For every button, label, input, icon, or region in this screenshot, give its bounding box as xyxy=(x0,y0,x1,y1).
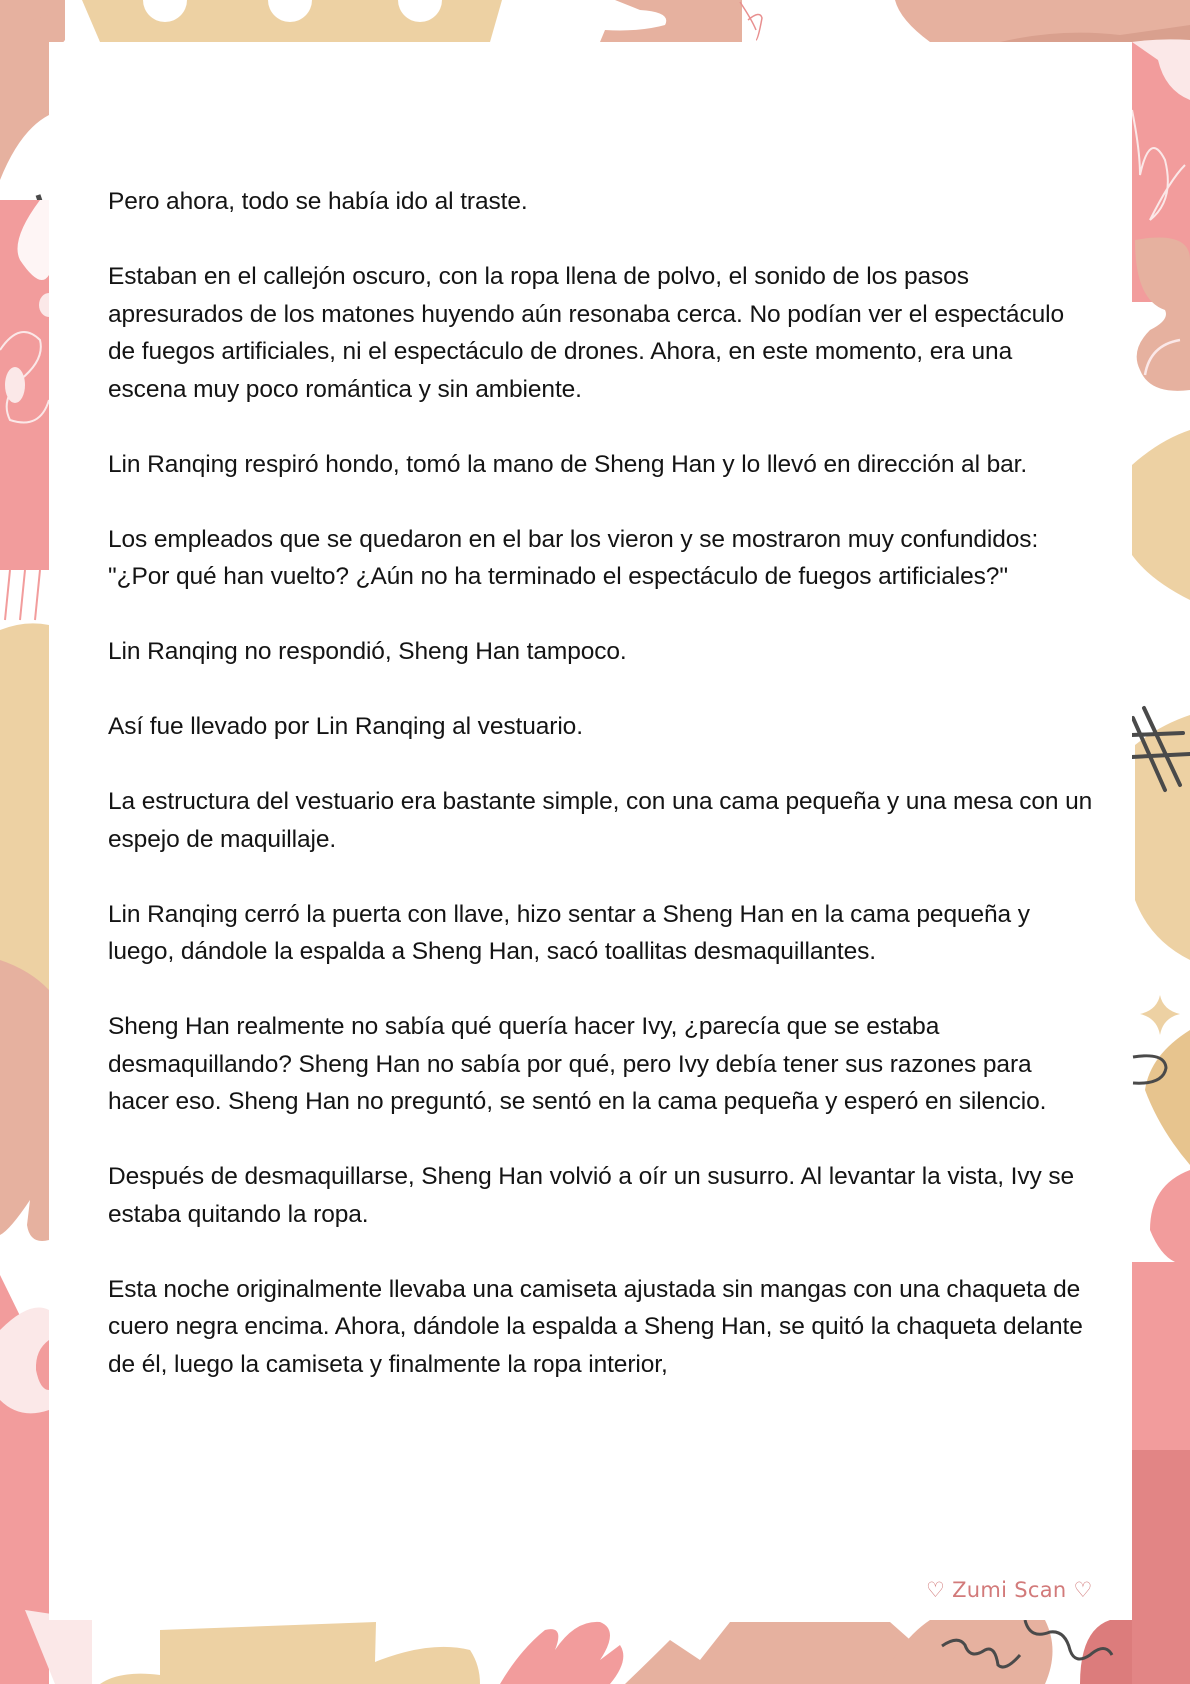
right-tan-shape-1 xyxy=(1132,430,1190,600)
left-salmon-leaf xyxy=(0,960,49,1241)
left-tan-block xyxy=(0,623,49,1000)
bottom-pink-squiggle xyxy=(500,1622,623,1684)
bottom-tan-shape xyxy=(100,1622,480,1684)
top-mid-salmon-shape xyxy=(600,0,742,42)
paragraph: La estructura del vestuario era bastante simple, con una cama pequeña y una mesa con un espejo de maquillaje. xyxy=(108,788,1093,853)
right-tan-drop xyxy=(1145,1030,1190,1165)
top-squiggle xyxy=(740,2,762,40)
paragraph: Después de desmaquillarse, Sheng Han volvió a oír un susurro. Al levantar la vista, Ivy se estaba quitando la ropa. xyxy=(108,1163,1075,1228)
paragraph: Lin Ranqing cerró la puerta con llave, hizo sentar a Sheng Han en la cama pequeña y luego, dándole la espalda a Sheng Han, sacó toallitas desmaquillantes. xyxy=(108,900,1030,965)
bottom-right-rose xyxy=(1080,1620,1132,1684)
paragraph: Los empleados que se quedaron en el bar los vieron y se mostraron muy confundidos: "¿Por qué han vuelto? ¿Aún no ha terminado el espectáculo de fuegos artificiales?" xyxy=(108,525,1039,590)
paragraph: Pero ahora, todo se había ido al traste. xyxy=(108,188,528,215)
paragraph: Sheng Han realmente no sabía qué quería hacer Ivy, ¿parecía que se estaba desmaquillando? Sheng Han no sabía por qué, pero Ivy debía tener sus razones para hacer eso. Sheng Han no preguntó, se sentó en la cama pequeña y esperó en silencio. xyxy=(108,1013,1047,1115)
bottom-right-salmon xyxy=(880,1620,1053,1684)
scanlation-watermark: ♡ Zumi Scan ♡ xyxy=(926,1578,1093,1602)
left-salmon-top xyxy=(0,15,49,180)
paragraph: Esta noche originalmente llevaba una camiseta ajustada sin mangas con una chaqueta de cuero negra encima. Ahora, dándole la espalda a Sheng Han, se quitó la chaqueta delante de él, luego la camiseta y finalmente la ropa interior, xyxy=(108,1275,1083,1378)
sparkle-icon xyxy=(1140,995,1180,1035)
chapter-text xyxy=(108,183,1093,1421)
paragraph: Lin Ranqing no respondió, Sheng Han tampoco. xyxy=(108,638,627,665)
paragraph: Lin Ranqing respiró hondo, tomó la mano de Sheng Han y lo llevó en dirección al bar. xyxy=(108,450,1028,478)
right-salmon-blob xyxy=(1135,238,1190,391)
paragraph: Así fue llevado por Lin Ranqing al vestuario. xyxy=(108,713,583,740)
paragraph: Estaban en el callejón oscuro, con la ropa llena de polvo, el sonido de los pasos apresurados de los matones huyendo aún resonaba cerca. No podían ver el espectáculo de fuegos artificiales, ni el espectáculo de drones. Ahora, en este momento, era una escena muy poco romántica y sin ambiente. xyxy=(108,263,1064,403)
